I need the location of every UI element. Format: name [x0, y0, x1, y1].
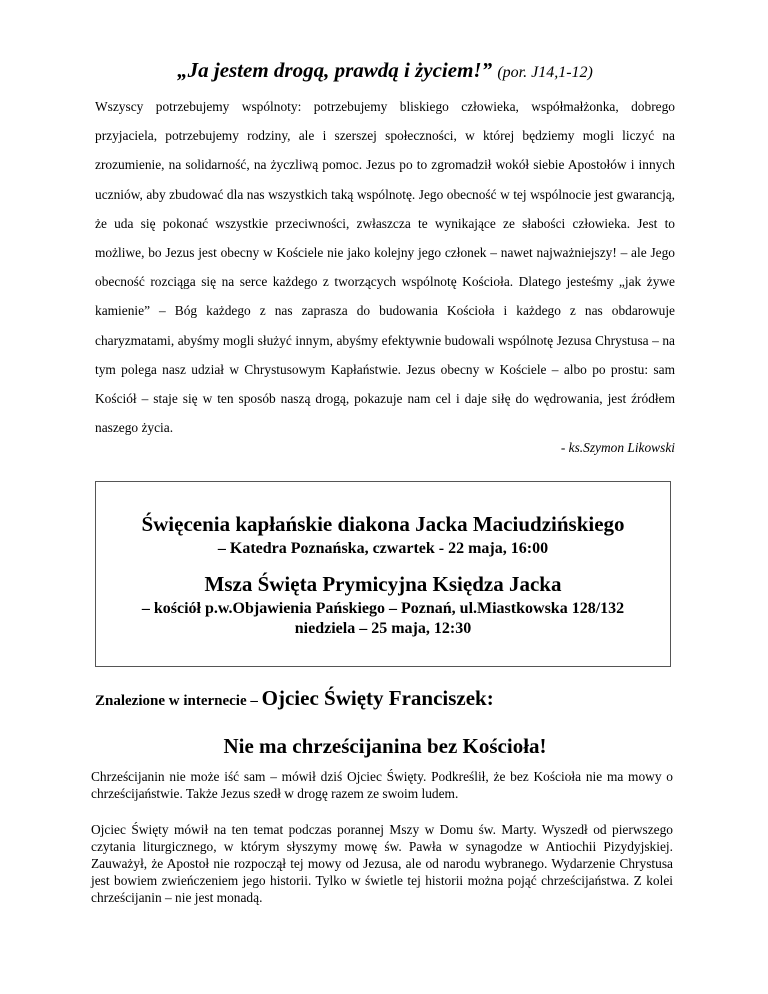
- article-paragraph: Ojciec Święty mówił na ten temat podczas porannej Mszy w Domu św. Marty. Wyszedł od pierwszego czytania liturgicznego, w którym słyszymy mowę św. Pawła w synagodze w Antiochii Pizydyjskiej. Zauważył, że Apostoł nie rozpoczął tej mowy od Jezusa, ale od narodu wybranego. Wydarzenie Chrystusa jest bowiem zwieńczeniem jego historii. Tylko w świetle tej historii można pojąć chrześcijaństwa. Z kolei chrześcijanin – nie jest monadą.: [91, 822, 673, 905]
- ordination-details: – Katedra Poznańska, czwartek - 22 maja, 16:00: [217, 540, 549, 557]
- reflection-paragraph: Wszyscy potrzebujemy wspólnoty: potrzebujemy bliskiego człowieka, współmałżonka, dobrego przyjaciela, potrzebujemy rodziny, ale i szerszej społeczności, w której będziemy mogli liczyć na zrozumienie, na solidarność, na życzliwą pomoc. Jezus po to zgromadził wokół siebie Apostołów i innych uczniów, aby zbudować dla nas wszystkich taką wspólnotę. Jego obecność w tej wspólnocie jest gwarancją, że uda się pokonać wszystkie przeciwności, zwłaszcza te wynikające ze słabości człowieka. Jest to możliwe, bo Jezus jest obecny w Kościele nie jako kolejny jego członek – nawet najważniejszy! – ale Jego obecność rozciąga się na serce każdego z tworzących wspólnotę Kościoła. Dlatego jesteśmy „jak żywe kamienie” – Bóg każdego z nas zaprasza do budowania Kościoła i każdego z nas obdarowuje charyzmatami, abyśmy mogli służyć innym, abyśmy efektywnie budowali wspólnotę Jezusa Chrystusa – na tym polega nasz udział w Chrystusowym Kapłaństwie. Jezus obecny w Kościele – albo po prostu: sam Kościół – staje się w ten sposób naszą drogą, pokazuje nam cel i daje siłę do wędrowania, jest źródłem naszego życia.: [95, 99, 675, 436]
- title-quote: „Ja jestem drogą, prawdą i życiem!”: [177, 58, 493, 82]
- page-title: [95, 58, 675, 83]
- found-name: Ojciec Święty Franciszek:: [261, 686, 494, 710]
- author-signature: - ks.Szymon Likowski: [560, 440, 675, 455]
- announcement-box: [95, 481, 671, 667]
- found-prefix: Znalezione w internecie –: [95, 693, 262, 709]
- article-headline: Nie ma chrześcijanina bez Kościoła!: [223, 734, 547, 758]
- found-heading: [95, 686, 675, 711]
- ordination-title: Święcenia kapłańskie diakona Jacka Maciudzińskiego: [141, 512, 625, 536]
- mass-title: Msza Święta Prymicyjna Księdza Jacka: [204, 572, 562, 596]
- article-paragraph: Chrześcijanin nie może iść sam – mówił dziś Ojciec Święty. Podkreślił, że bez Kościoła nie ma mowy o chrześcijaństwie. Także Jezus szedł w drogę razem ze swoim ludem.: [91, 769, 673, 801]
- mass-place: – kościół p.w.Objawienia Pańskiego – Poznań, ul.Miastkowska 128/132: [141, 600, 625, 617]
- title-reference: (por. J14,1-12): [497, 64, 593, 81]
- mass-date: niedziela – 25 maja, 12:30: [294, 620, 472, 637]
